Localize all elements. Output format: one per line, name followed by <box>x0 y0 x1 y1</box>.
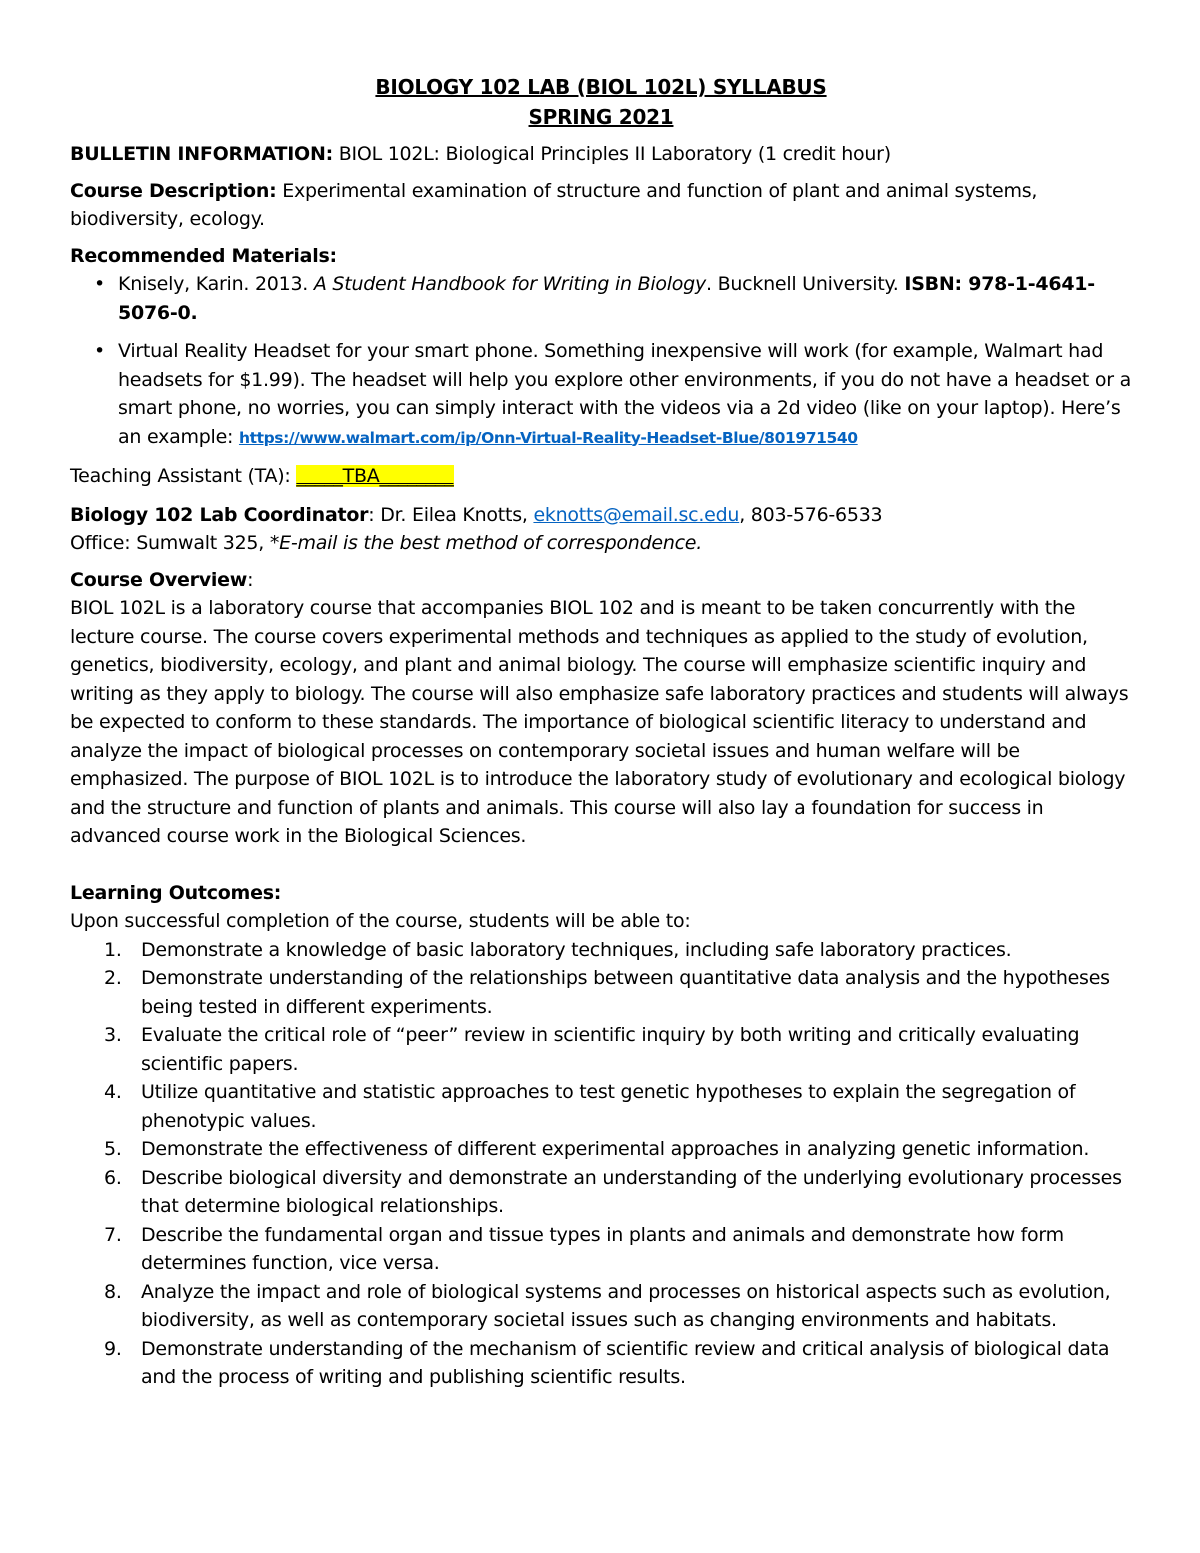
outcome-number: 9. <box>104 1337 122 1360</box>
outcome-number: 3. <box>104 1024 122 1046</box>
office-location: Office: Sumwalt 325, <box>70 532 270 554</box>
overview-text: BIOL 102L is a laboratory course that accompanies BIOL 102 and is meant to be taken concurrently with the lecture course. The course covers experimental methods and techniques as applied to the study of evolution, genetics, biodiversity, ecology, and plant and animal biology. The course will emphasize scientific inquiry and writing as they apply to biology. The course will also emphasize safe laboratory practices and students will always be expected to conform to these standards. The importance of biological scientific literacy to understand and analyze the impact of biological processes on contemporary societal issues and human welfare will be emphasized. The purpose of BIOL 102L is to introduce the laboratory study of evolutionary and ecological biology and the structure and function of plants and animals. This course will also lay a foundation for success in advanced course work in the Biological Sciences. <box>70 597 1129 847</box>
outcomes-list <box>70 936 1132 1392</box>
outcome-text: Describe the fundamental organ and tissue types in plants and animals and demonstrate how form determines function, vice versa. <box>141 1223 1064 1274</box>
list-item <box>70 1135 1132 1164</box>
outcome-number: 8. <box>104 1280 122 1303</box>
bulletin-label: BULLETIN INFORMATION: <box>70 143 333 165</box>
list-item <box>70 270 1132 327</box>
list-item <box>70 1278 1132 1335</box>
outcome-text: Utilize quantitative and statistic approaches to test genetic hypotheses to explain the segregation of phenotypic values. <box>141 1081 1076 1132</box>
bullet-icon: • <box>94 273 105 295</box>
outcome-number: 7. <box>104 1223 122 1246</box>
outcome-number: 2. <box>104 967 122 989</box>
material-book-title: A Student Handbook for Writing in Biology <box>313 273 706 295</box>
outcomes-heading: Learning Outcomes: <box>70 881 282 904</box>
list-item <box>70 964 1132 1021</box>
outcome-text: Demonstrate a knowledge of basic laboratory techniques, including safe laboratory practices. <box>141 938 1012 961</box>
outcome-text: Describe biological diversity and demonstrate an understanding of the underlying evolutionary processes that determine biological relationships. <box>141 1166 1122 1217</box>
teaching-assistant <box>70 462 1132 491</box>
material-publisher: . Bucknell University. <box>705 273 905 295</box>
course-description-text: Experimental examination of structure and function of plant and animal systems, biodiversity, ecology. <box>70 179 1038 230</box>
list-item <box>70 1164 1132 1221</box>
bulletin-information <box>70 140 1132 169</box>
coordinator-phone: , 803-576-6533 <box>739 503 883 526</box>
materials-heading: Recommended Materials: <box>70 244 337 267</box>
materials-list <box>70 270 1132 452</box>
outcome-text: Demonstrate the effectiveness of different experimental approaches in analyzing genetic information. <box>141 1138 1090 1160</box>
outcome-number: 5. <box>104 1138 122 1160</box>
list-item <box>70 1221 1132 1278</box>
page-title: BIOLOGY 102 LAB (BIOL 102L) SYLLABUS <box>375 75 827 99</box>
bullet-icon: • <box>94 340 105 362</box>
course-description <box>70 177 1132 234</box>
overview-heading-label: Course Overview <box>70 568 248 591</box>
ta-value: _____TBA________ <box>296 465 454 487</box>
list-item <box>70 936 1132 965</box>
list-item <box>70 1078 1132 1135</box>
list-item <box>70 1021 1132 1078</box>
outcome-number: 6. <box>104 1166 122 1189</box>
outcome-text: Demonstrate understanding of the relationships between quantitative data analysis and the hypotheses being tested in different experiments. <box>141 967 1110 1018</box>
walmart-headset-link[interactable]: https://www.walmart.com/ip/Onn-Virtual-Reality-Headset-Blue/801971540 <box>238 428 858 447</box>
outcome-text: Analyze the impact and role of biological systems and processes on historical aspects such as evolution, biodiversity, as well as contemporary societal issues such as changing environments and habitats. <box>141 1280 1111 1331</box>
coordinator-line <box>70 501 1132 530</box>
list-item <box>70 337 1132 452</box>
bulletin-text: BIOL 102L: Biological Principles II Laboratory (1 credit hour) <box>332 143 891 165</box>
ta-label: Teaching Assistant (TA): <box>70 465 297 487</box>
overview-heading-colon: : <box>247 568 254 591</box>
office-line <box>70 529 1132 558</box>
coordinator-label: Biology 102 Lab Coordinator <box>70 503 369 526</box>
correspondence-note: *E-mail is the best method of correspondence. <box>269 532 703 554</box>
material-author: Knisely, Karin. 2013. <box>118 273 314 295</box>
outcomes-intro: Upon successful completion of the course, students will be able to: <box>70 910 691 932</box>
coordinator-email-link[interactable]: eknotts@email.sc.edu <box>533 503 740 526</box>
material-vr-text: Virtual Reality Headset for your smart phone. Something inexpensive will work (for example, Walmart had headsets for $1.99). The headset will help you explore other environments, if you do not have a headset or a smart phone, no worries, you can simply interact with the videos via a 2d video (like on your laptop). Here’s an example: <box>118 340 1131 448</box>
outcome-number: 4. <box>104 1081 122 1103</box>
overview-heading <box>70 566 1132 595</box>
outcome-text: Demonstrate understanding of the mechanism of scientific review and critical analysis of biological data and the process of writing and publishing scientific results. <box>141 1337 1110 1388</box>
coordinator-name: : Dr. Eilea Knotts, <box>368 503 534 526</box>
course-description-label: Course Description: <box>70 179 277 202</box>
outcome-number: 1. <box>104 938 122 961</box>
list-item <box>70 1335 1132 1392</box>
page-subtitle-term: SPRING 2021 <box>528 105 674 129</box>
material-isbn: ISBN: 978-1-4641-5076-0. <box>118 273 1095 324</box>
outcome-text: Evaluate the critical role of “peer” review in scientific inquiry by both writing and critically evaluating scientific papers. <box>141 1024 1080 1075</box>
syllabus-page <box>70 72 1132 1392</box>
